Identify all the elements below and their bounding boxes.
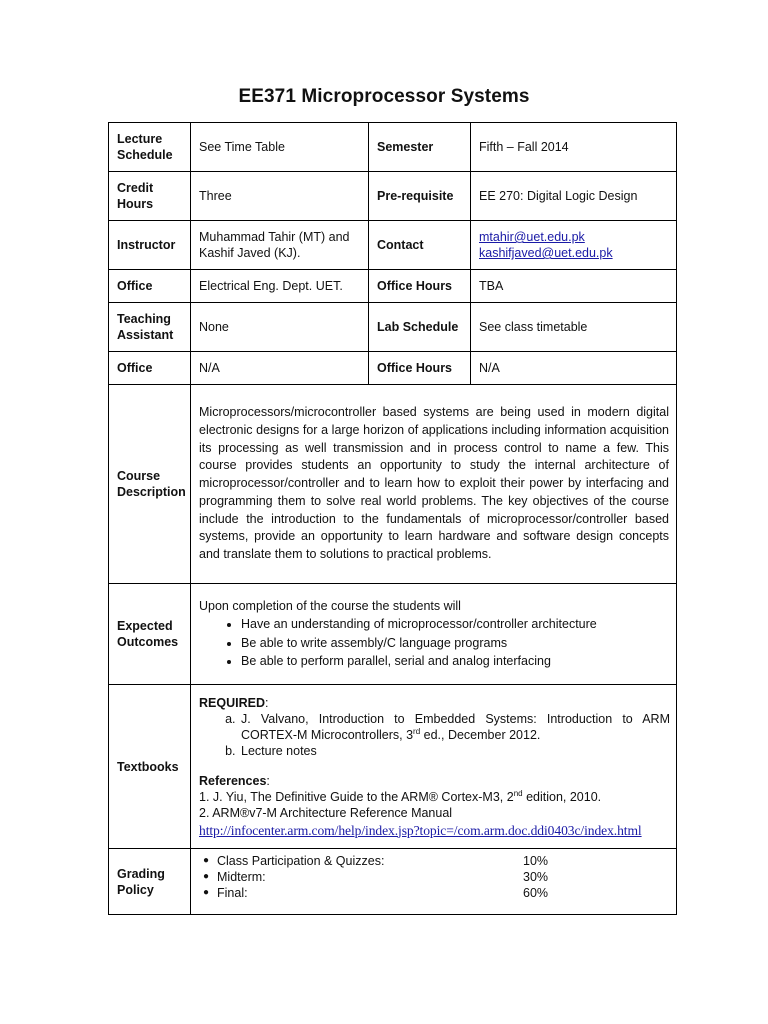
office-label: Office [109, 270, 191, 303]
outcomes-intro: Upon completion of the course the students will [199, 599, 461, 614]
table-row [109, 849, 677, 915]
expected-outcomes-label: Expected Outcomes [109, 584, 191, 685]
list-item: ● Midterm: 30% [195, 869, 668, 885]
course-description-label: Course Description [109, 385, 191, 584]
list-item: • Be able to write assembly/C language programs [241, 634, 668, 653]
reference-item: 2. ARM®v7-M Architecture Reference Manual [199, 805, 453, 820]
credit-hours-value: Three [191, 172, 369, 221]
table-row [109, 584, 677, 685]
office-value: Electrical Eng. Dept. UET. [191, 270, 369, 303]
textbooks-label: Textbooks [109, 685, 191, 849]
bullet-icon: ● [202, 886, 210, 898]
ta-office-hours-label: Office Hours [369, 352, 471, 385]
ta-office-hours-value: N/A [471, 352, 677, 385]
required-heading: REQUIRED [199, 695, 265, 710]
list-item: ● Class Participation & Quizzes: 10% [195, 853, 668, 869]
table-row [109, 270, 677, 303]
table-row [109, 385, 677, 584]
lab-schedule-value: See class timetable [471, 303, 677, 352]
course-description-text: Microprocessors/microcontroller based systems are being used in modern digital electronic designs for a large horizon of applications including information acquisition its processing as well transmission and in process control to name a few. This course provides students an opportunity to study the internal architecture of microprocessor/controller and to learn how to exploit their power by interfacing and programming them to solve real world problems. The key objectives of the course include the introduction to the fundamentals of microprocessor/controller based systems, provide an opportunity to learn hardware and software design concepts and translate them to solutions to practical problems. [199, 405, 669, 561]
contact-label: Contact [369, 221, 471, 270]
instructor-label: Instructor [109, 221, 191, 270]
list-item: ● Final: 60% [195, 885, 668, 901]
contact-value [471, 221, 677, 270]
teaching-assistant-value: None [191, 303, 369, 352]
references-heading: References [199, 773, 267, 788]
grading-policy-cell [191, 849, 677, 915]
lecture-schedule-label: Lecture Schedule [109, 123, 191, 172]
table-row [109, 123, 677, 172]
reference-item: 1. J. Yiu, The Definitive Guide to the ARM® Cortex-M3, 2nd edition, 2010. [199, 788, 602, 804]
textbooks-cell: REQUIRED: a. J. Valvano, Introduction to Embedded Systems: Introduction to ARM CORTEX-M Microcontrollers, 3rd ed., December 2012. b. Lecture notes References: 1. J. Yiu, The Definitive Guide to the ARM® Cortex-M3, 2nd edition, 2010. 2. ARM®v7-M Architecture Reference Manual http://infocenter.arm.com/help/index.jsp?topic=/com.arm.doc.ddi0403c/index.html [191, 685, 677, 849]
bullet-icon: ● [202, 854, 210, 866]
ta-office-value: N/A [191, 352, 369, 385]
list-item: a. J. Valvano, Introduction to Embedded Systems: Introduction to ARM CORTEX-M Microcontrollers, 3rd ed., December 2012. [239, 711, 670, 743]
prerequisite-value: EE 270: Digital Logic Design [471, 172, 677, 221]
list-item: • Be able to perform parallel, serial and analog interfacing [241, 652, 668, 671]
semester-value: Fifth – Fall 2014 [471, 123, 677, 172]
table-row [109, 352, 677, 385]
prerequisite-label: Pre-requisite [369, 172, 471, 221]
outcomes-list [199, 615, 668, 671]
semester-label: Semester [369, 123, 471, 172]
page-title: EE371 Microprocessor Systems [238, 86, 530, 107]
table-row [109, 221, 677, 270]
ta-office-label: Office [109, 352, 191, 385]
syllabus-table [108, 122, 677, 915]
grading-policy-label: Grading Policy [109, 849, 191, 915]
required-list [199, 711, 670, 759]
bullet-icon: ● [202, 870, 210, 882]
teaching-assistant-label: Teaching Assistant [109, 303, 191, 352]
lecture-schedule-value: See Time Table [191, 123, 369, 172]
table-row [109, 685, 677, 849]
table-row [109, 303, 677, 352]
office-hours-value: TBA [471, 270, 677, 303]
email-link-mtahir[interactable]: mtahir@uet.edu.pk [479, 230, 585, 244]
email-link-kashifjaved[interactable]: kashifjaved@uet.edu.pk [479, 246, 613, 260]
list-item: b. Lecture notes [239, 743, 670, 759]
expected-outcomes-cell [191, 584, 677, 685]
instructor-value: Muhammad Tahir (MT) and Kashif Javed (KJ). [191, 221, 369, 270]
office-hours-label: Office Hours [369, 270, 471, 303]
list-item: • Have an understanding of microprocessor/controller architecture [241, 615, 668, 634]
credit-hours-label: Credit Hours [109, 172, 191, 221]
lab-schedule-label: Lab Schedule [369, 303, 471, 352]
table-row [109, 172, 677, 221]
reference-url-link[interactable]: http://infocenter.arm.com/help/index.jsp?topic=/com.arm.doc.ddi0403c/index.html [199, 822, 642, 838]
course-description-cell [191, 385, 677, 584]
